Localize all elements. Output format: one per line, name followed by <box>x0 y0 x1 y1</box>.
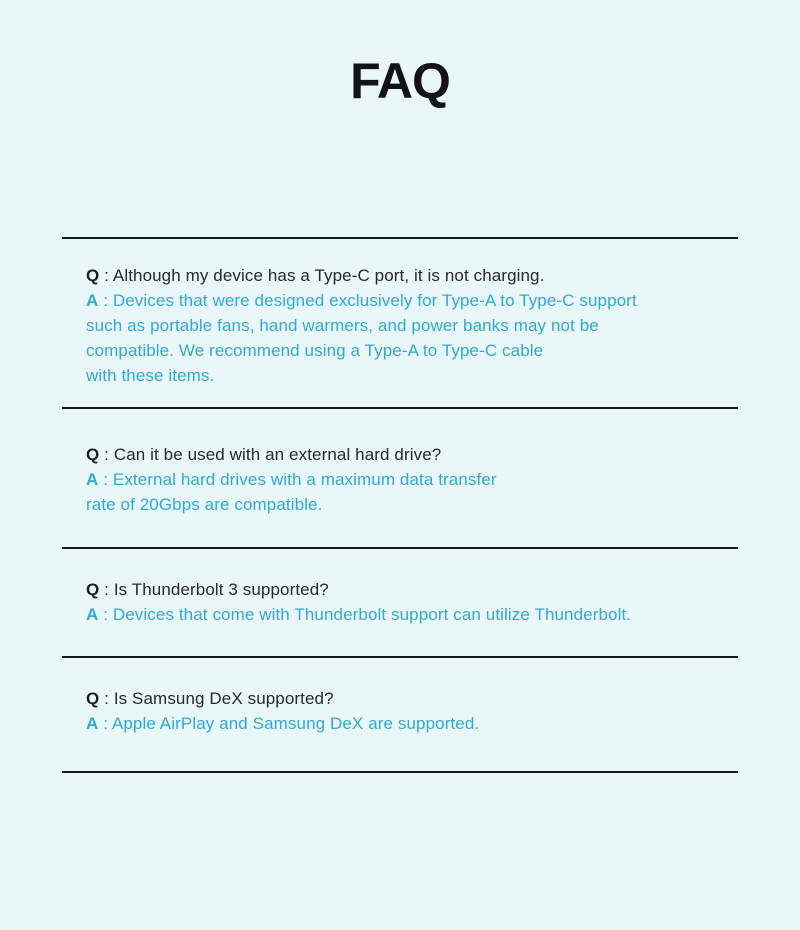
label-separator: : <box>99 266 113 285</box>
question-label: Q <box>86 580 100 599</box>
question-text: Is Thunderbolt 3 supported? <box>113 580 329 599</box>
label-separator: : <box>98 714 112 733</box>
faq-question <box>86 686 714 711</box>
answer-label: A <box>86 605 99 624</box>
faq-question <box>86 263 714 288</box>
label-separator: : <box>99 580 114 599</box>
faq-answer-continued <box>86 363 714 388</box>
faq-item-thunderbolt <box>62 549 738 656</box>
label-separator: : <box>98 470 113 489</box>
faq-item-samsung-dex <box>62 658 738 771</box>
faq-answer-continued <box>86 338 714 363</box>
answer-text: External hard drives with a maximum data transfer <box>112 470 497 489</box>
question-text: Can it be used with an external hard drive? <box>113 445 442 464</box>
answer-text: Apple AirPlay and Samsung DeX are supported. <box>111 714 480 733</box>
faq-answer <box>86 711 714 736</box>
answer-text: rate of 20Gbps are compatible. <box>86 495 323 514</box>
question-text: Although my device has a Type-C port, it is not charging. <box>112 266 545 285</box>
answer-text: Devices that come with Thunderbolt support can utilize Thunderbolt. <box>112 605 632 624</box>
faq-list <box>62 237 738 773</box>
page-title: FAQ <box>350 53 450 109</box>
answer-text: Devices that were designed exclusively for Type-A to Type-C support <box>112 291 637 310</box>
faq-answer <box>86 602 714 627</box>
answer-label: A <box>86 714 99 733</box>
answer-text: such as portable fans, hand warmers, and power banks may not be <box>86 316 599 335</box>
question-label: Q <box>86 266 100 285</box>
faq-answer <box>86 288 714 313</box>
divider-line <box>62 771 738 773</box>
label-separator: : <box>99 689 114 708</box>
question-label: Q <box>86 445 100 464</box>
answer-label: A <box>86 291 99 310</box>
answer-label: A <box>86 470 99 489</box>
answer-text: compatible. We recommend using a Type-A to Type-C cable <box>86 341 544 360</box>
faq-answer <box>86 467 714 492</box>
label-separator: : <box>98 291 113 310</box>
faq-item-charging <box>62 239 738 407</box>
answer-text: with these items. <box>86 366 215 385</box>
faq-answer-continued <box>86 492 714 517</box>
faq-item-external-drive <box>62 409 738 547</box>
faq-question <box>86 442 714 467</box>
label-separator: : <box>98 605 113 624</box>
faq-answer-continued <box>86 313 714 338</box>
question-text: Is Samsung DeX supported? <box>113 689 334 708</box>
faq-question <box>86 577 714 602</box>
question-label: Q <box>86 689 100 708</box>
label-separator: : <box>99 445 114 464</box>
